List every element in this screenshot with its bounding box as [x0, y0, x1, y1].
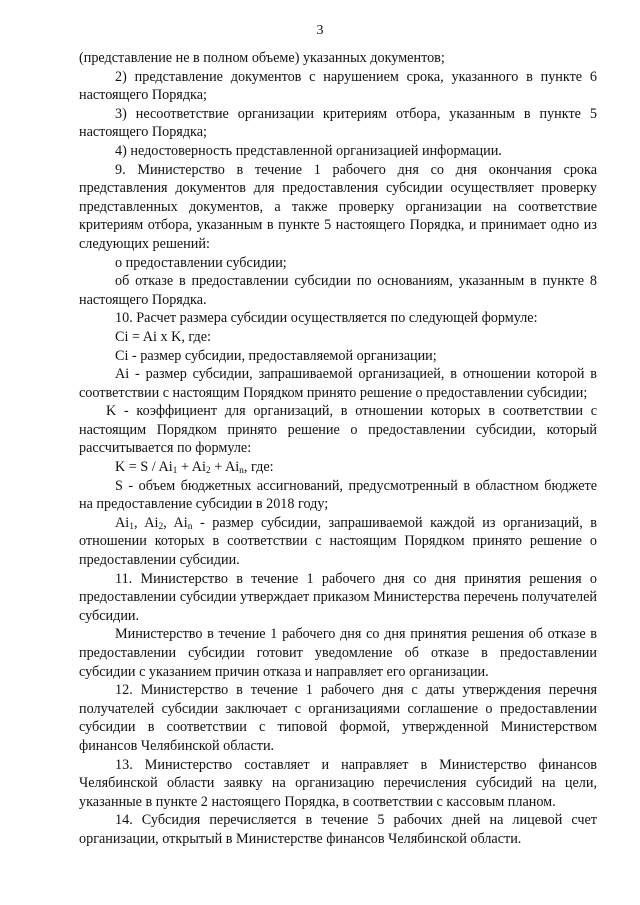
- paragraph: Министерство в течение 1 рабочего дня со дня принятия решения об отказе в предоставлении субсидии готовит уведомление об отказе в предоставлении субсидии с указанием причин отказа и направляет его организации.: [79, 626, 597, 680]
- paragraph: S - объем бюджетных ассигнований, предусмотренный в областном бюджете на предоставление субсидии в 2018 году;: [79, 477, 597, 513]
- paragraph: $Ai_1$, $Ai_2$, $Ai_n$ - размер субсидии, запрашиваемой каждой из организаций, в отношении которых в соответствии с настоящим Порядком принято решение о предоставлении субсидии.: [79, 514, 598, 569]
- paragraph: 3) несоответствие организации критериям отбора, указанным в пункте 5 настоящего Порядка;: [79, 105, 597, 141]
- formula-k: $K = S / Ai_1 + Ai_2 + Ai_n$, где:: [115, 459, 274, 477]
- paragraph: 13. Министерство составляет и направляет в Министерство финансов Челябинской области заявку на организацию перечисления субсидий на цели, указанные в пункте 2 настоящего Порядка, в соответствии с кассовым планом.: [79, 756, 597, 810]
- paragraph: о предоставлении субсидии;: [115, 254, 287, 271]
- document-body: [79, 49, 597, 849]
- paragraph: 14. Субсидия перечисляется в течение 5 рабочих дней на лицевой счет организации, открытый в Министерстве финансов Челябинской области.: [79, 812, 597, 847]
- paragraph: 2) представление документов с нарушением срока, указанного в пункте 6 настоящего Порядка;: [79, 68, 597, 104]
- paragraph: 4) недостоверность представленной организацией информации.: [115, 142, 502, 159]
- paragraph: 11. Министерство в течение 1 рабочего дня со дня принятия решения о предоставлении субсидии утверждает приказом Министерства перечень получателей субсидии.: [79, 570, 597, 624]
- formula-ci: Ci = Ai x K, где:: [115, 328, 211, 345]
- paragraph: Ci - размер субсидии, предоставляемой организации;: [115, 347, 437, 364]
- paragraph: 10. Расчет размера субсидии осуществляется по следующей формуле:: [115, 310, 538, 327]
- paragraph: (представление не в полном объеме) указанных документов;: [79, 50, 445, 66]
- paragraph: Ai - размер субсидии, запрашиваемой организацией, в отношении которой в соответствии с настоящим Порядком принято решение о предоставлении субсидии;: [79, 366, 597, 401]
- paragraph: об отказе в предоставлении субсидии по основаниям, указанным в пункте 8 настоящего Порядка.: [79, 273, 597, 308]
- paragraph: 9. Министерство в течение 1 рабочего дня со дня окончания срока представления документов для предоставления субсидии осуществляет проверку представленных документов, а также проверку организации на соответствие критериям отбора, указанным в пункте 5 настоящего Порядка, и принимает одно из следующих решений:: [79, 161, 597, 252]
- paragraph: 12. Министерство в течение 1 рабочего дня с даты утверждения перечня получателей субсидии заключает с организациями соглашение о предоставлении субсидии в соответствии с типовой формой, утвержденной Министерством финансов Челябинской области.: [79, 682, 597, 754]
- page-number: 3: [316, 23, 324, 38]
- paragraph: K - коэффициент для организаций, в отношении которых в соответствии с настоящим Порядком принято решение о предоставлении субсидии, который рассчитывается по формуле:: [79, 403, 597, 457]
